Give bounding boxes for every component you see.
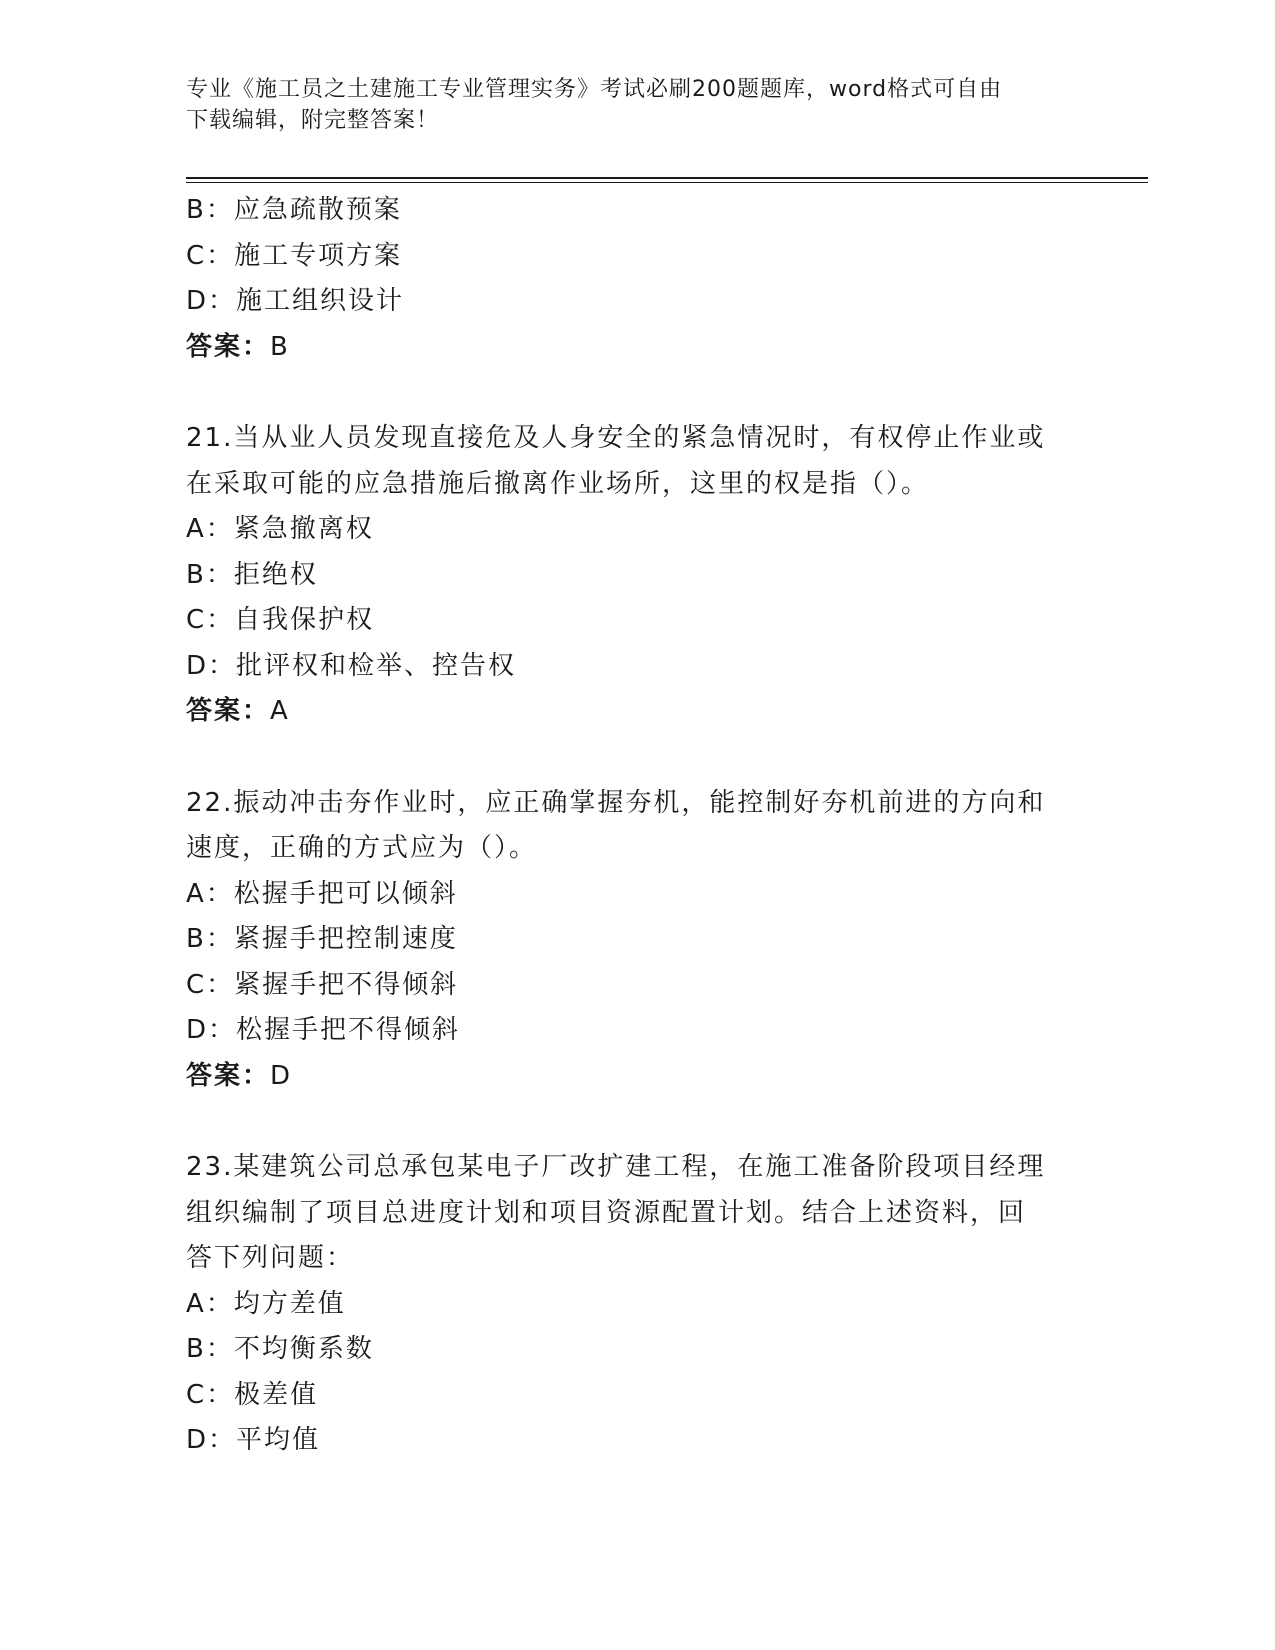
answer-line: [186, 689, 1086, 735]
header-divider-thick: [186, 177, 1148, 179]
question-text-line: 23.某建筑公司总承包某电子厂改扩建工程，在施工准备阶段项目经理: [186, 1152, 1046, 1182]
option-b: B：拒绝权: [186, 559, 318, 590]
question-block-21: [186, 416, 1086, 735]
option-a: A：松握手把可以倾斜: [186, 878, 458, 909]
question-text-line: 组织编制了项目总进度计划和项目资源配置计划。结合上述资料，回: [186, 1197, 1027, 1228]
answer-value: D: [270, 1060, 293, 1091]
answer-line: [186, 325, 1086, 371]
document-header: [186, 74, 1086, 136]
answer-label: 答案：: [186, 696, 271, 726]
question-text-line: 22.振动冲击夯作业时，应正确掌握夯机，能控制好夯机前进的方向和: [186, 787, 1046, 818]
option-b: B：紧握手把控制速度: [186, 924, 458, 954]
spacer: [186, 370, 1086, 416]
question-text-line: 21.当从业人员发现直接危及人身安全的紧急情况时，有权停止作业或: [186, 423, 1046, 453]
option-c: C：自我保护权: [186, 605, 375, 635]
answer-value: A: [270, 696, 290, 726]
header-line-1: 专业《施工员之土建施工专业管理实务》考试必刷200题题库，word格式可自由: [186, 77, 1003, 102]
header-line-2: 下载编辑，附完整答案！: [186, 108, 440, 133]
question-block-23: [186, 1145, 1086, 1464]
option-d: D：平均值: [186, 1425, 321, 1455]
option-a: A：均方差值: [186, 1288, 346, 1319]
spacer: [186, 1099, 1086, 1145]
header-divider-thin: [186, 182, 1148, 183]
option-b: B：应急疏散预案: [186, 195, 402, 225]
option-d: D：施工组织设计: [186, 286, 405, 316]
question-text-line: 答下列问题：: [186, 1243, 355, 1273]
answer-label: 答案：: [186, 1060, 271, 1091]
option-c: C：施工专项方案: [186, 240, 403, 271]
question-block-22: [186, 781, 1086, 1100]
answer-line: [186, 1054, 1086, 1100]
answer-value: B: [270, 331, 290, 362]
option-d: D：批评权和检举、控告权: [186, 650, 517, 681]
option-c: C：紧握手把不得倾斜: [186, 969, 459, 1000]
option-d: D：松握手把不得倾斜: [186, 1015, 461, 1045]
option-a: A：紧急撤离权: [186, 514, 374, 544]
option-c: C：极差值: [186, 1379, 319, 1410]
spacer: [186, 735, 1086, 781]
question-text-line: 速度，正确的方式应为（）。: [186, 833, 538, 863]
question-list: [186, 188, 1086, 1464]
question-block-prev: [186, 188, 1086, 370]
question-text-line: 在采取可能的应急措施后撤离作业场所，这里的权是指（）。: [186, 468, 930, 499]
option-b: B：不均衡系数: [186, 1334, 374, 1364]
answer-label: 答案：: [186, 331, 271, 362]
